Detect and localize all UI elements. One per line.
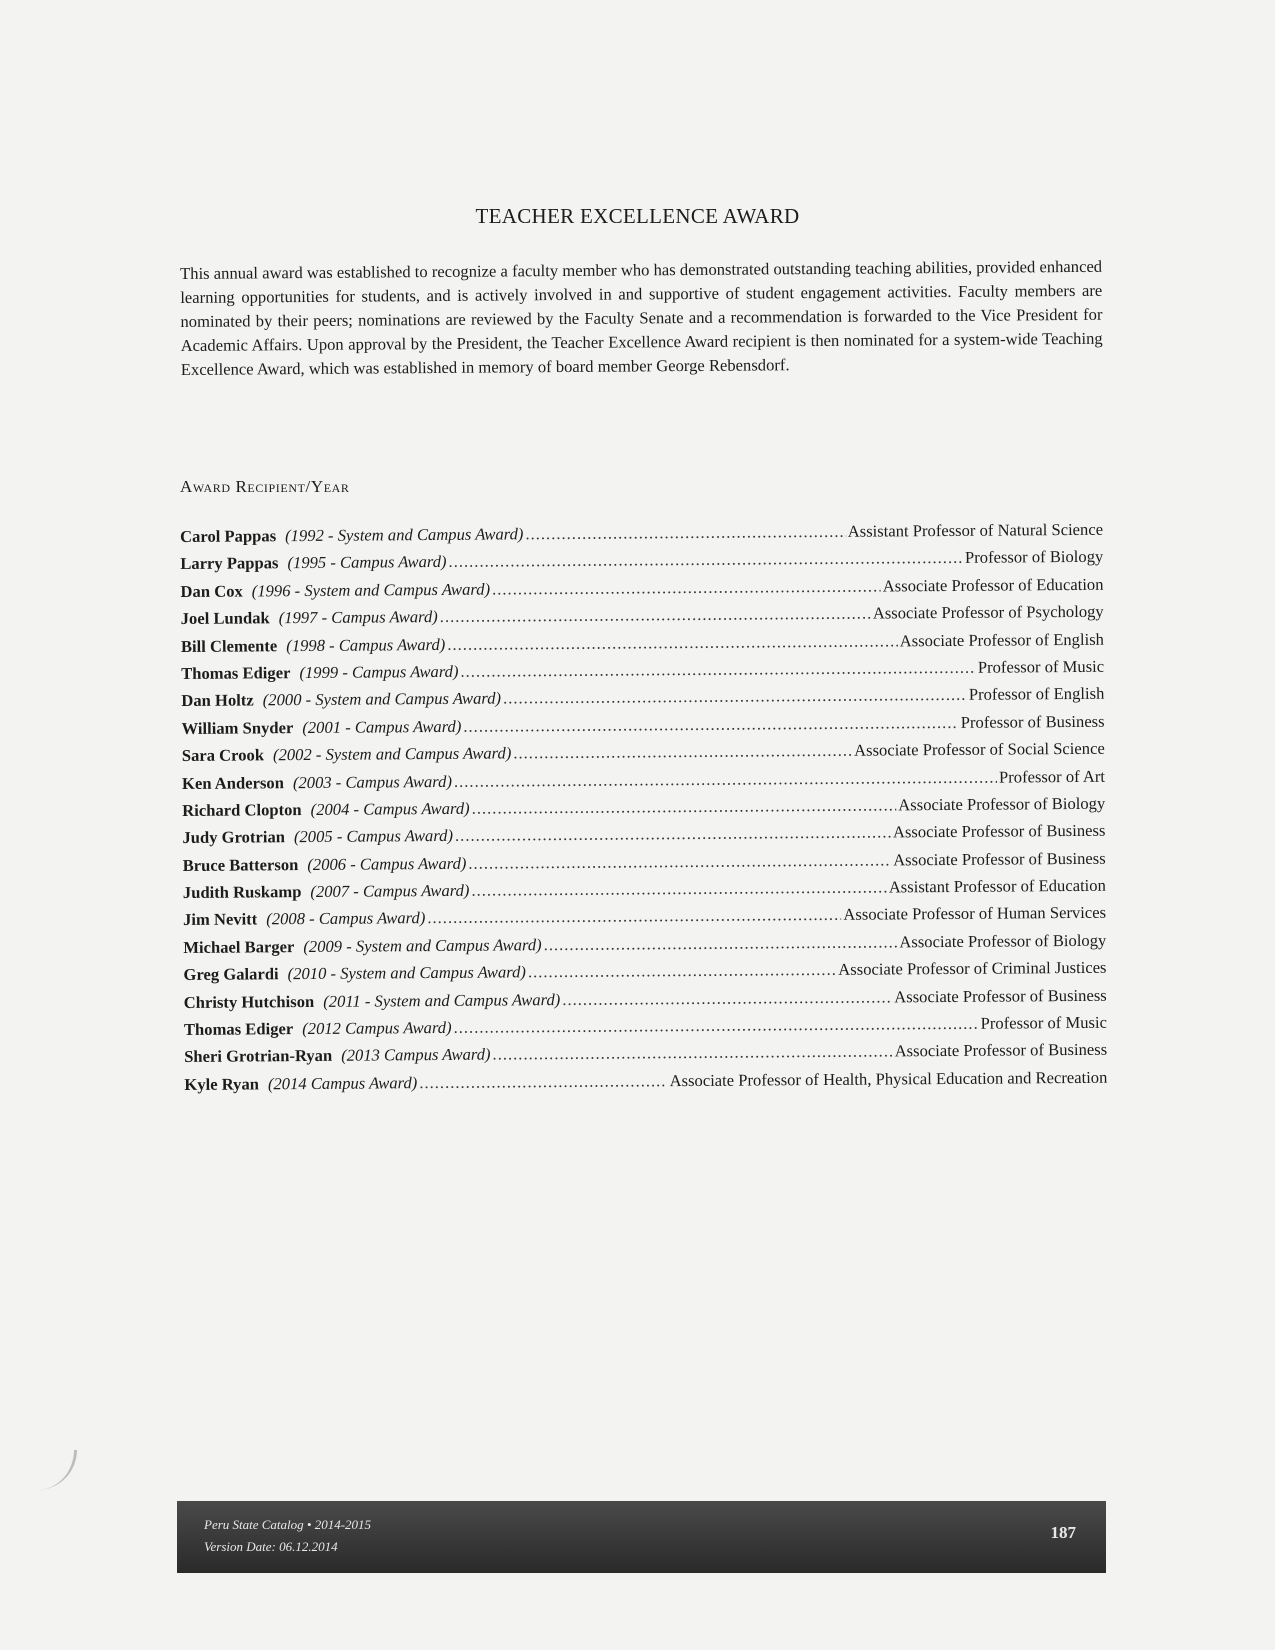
dot-leader [503,685,967,709]
recipient-name: Bill Clemente [180,635,278,656]
recipient-position: Associate Professor of Biology [898,793,1106,815]
recipient-name: William Snyder [181,717,294,738]
dot-leader [513,741,852,764]
award-detail: (1999 - Campus Award) [299,661,459,683]
recipient-name: Judy Grotrian [182,827,286,848]
award-detail: (2005 - Campus Award) [293,826,454,847]
footer-catalog: Peru State Catalog • 2014-2015 [204,1517,372,1532]
recipient-position: Professor of English [968,684,1105,705]
recipient-position: Assistant Professor of Education [888,875,1106,897]
award-detail: (2000 - System and Campus Award) [262,688,502,710]
recipient-position: Assistant Professor of Natural Science [847,519,1104,541]
dot-leader [427,905,841,928]
recipient-position: Associate Professor of Business [894,1040,1108,1061]
award-detail: (2008 - Campus Award) [266,908,426,929]
recipient-position: Associate Professor of Health, Physical Education and Recreation [669,1067,1108,1090]
recipient-position: Associate Professor of Business [893,848,1106,870]
recipient-name: Thomas Ediger [181,663,291,683]
recipient-position: Associate Professor of Social Science [854,738,1105,760]
recipient-position: Associate Professor of Business [894,985,1107,1007]
recipient-position: Professor of Business [960,711,1105,732]
footer-bar [177,1501,1106,1573]
award-detail: (2012 Campus Award) [302,1017,452,1039]
award-detail: (2003 - Campus Award) [292,771,453,792]
dot-leader [562,987,892,1010]
recipient-name: Kyle Ryan [184,1074,260,1094]
page-number: 187 [1050,1523,1076,1542]
recipient-name: Carol Pappas [180,526,277,546]
recipient-name: Michael Barger [183,936,295,957]
dot-leader [471,878,887,901]
recipient-name: Dan Holtz [181,690,254,711]
recipient-position: Associate Professor of Education [882,574,1104,596]
recipient-name: Christy Hutchison [183,991,315,1012]
section-heading: Award Recipient/Year [180,477,350,496]
recipient-position: Associate Professor of Psychology [872,601,1104,623]
award-detail: (2013 Campus Award) [341,1044,491,1066]
dot-leader [453,1014,978,1038]
dot-leader [492,1042,892,1065]
award-detail: (1996 - System and Campus Award) [251,579,491,601]
dot-leader [492,576,881,599]
dot-leader [544,932,898,955]
recipient-name: Richard Clopton [182,799,302,820]
dot-leader [460,658,976,682]
award-detail: (1998 - Campus Award) [286,634,446,655]
recipient-position: Associate Professor of Business [892,821,1106,842]
recipient-name: Sara Crook [181,745,265,766]
dot-leader [440,604,871,627]
dot-leader [447,631,898,655]
scan-artifact [34,1450,77,1490]
dot-leader [528,960,836,982]
recipient-name: Thomas Ediger [183,1019,294,1040]
recipient-position: Professor of Biology [964,547,1104,568]
dot-leader [419,1071,667,1093]
intro-paragraph: This annual award was established to recognize a faculty member who has demonstrated outstanding teaching abilities, provided enhanced learning opportunities for students, and is actively involved in and supportive of student engagement activities. Faculty members are nominated by their peers; nominations are reviewed by the Faculty Senate and a recommendation is forwarded to the Vice President for Academic Affairs. Upon approval by the President, the Teacher Excellence Award recipient is then nominated for a system-wide Teaching Excellence Award, which was established in memory of board member George Rebensdorf. [180,256,1103,379]
recipient-position: Professor of Music [980,1012,1107,1033]
award-detail: (2006 - Campus Award) [307,853,467,874]
page-title: TEACHER EXCELLENCE AWARD [475,204,800,228]
recipient-name: Joel Lundak [180,608,270,629]
recipient-name: Jim Nevitt [183,909,258,930]
recipient-position: Professor of Music [977,656,1105,677]
recipient-name: Judith Ruskamp [182,882,302,903]
award-detail: (2010 - System and Campus Award) [287,962,527,984]
award-detail: (2009 - System and Campus Award) [303,935,542,956]
award-recipient-list [180,520,1107,1102]
recipient-name: Larry Pappas [180,553,279,574]
award-detail: (2014 Campus Award) [267,1072,418,1094]
recipient-name: Greg Galardi [183,964,279,985]
dot-leader [468,850,891,873]
award-detail: (2001 - Campus Award) [302,716,462,737]
award-detail: (1992 - System and Campus Award) [285,524,524,546]
dot-leader [472,795,897,818]
recipient-name: Bruce Batterson [182,854,299,875]
dot-leader [463,713,959,737]
recipient-name: Dan Cox [180,581,243,601]
dot-leader [454,767,997,791]
award-detail: (2011 - System and Campus Award) [323,989,561,1011]
recipient-position: Professor of Art [998,766,1106,787]
recipient-position: Associate Professor of Human Services [843,903,1107,925]
award-detail: (1995 - Campus Award) [287,552,447,573]
award-detail: (2007 - Campus Award) [310,880,470,902]
award-detail: (2002 - System and Campus Award) [272,743,512,765]
dot-leader [448,548,963,572]
footer-version: Version Date: 06.12.2014 [204,1539,338,1554]
award-detail: (2004 - Campus Award) [310,798,470,819]
dot-leader [455,823,891,846]
recipient-name: Sheri Grotrian-Ryan [184,1046,333,1067]
award-detail: (1997 - Campus Award) [278,607,438,628]
recipient-name: Ken Anderson [181,772,284,793]
recipient-position: Associate Professor of English [899,629,1104,650]
dot-leader [525,522,845,545]
recipient-position: Associate Professor of Criminal Justices [838,957,1107,980]
recipient-position: Associate Professor of Biology [899,930,1107,952]
award-row [184,1068,1107,1103]
